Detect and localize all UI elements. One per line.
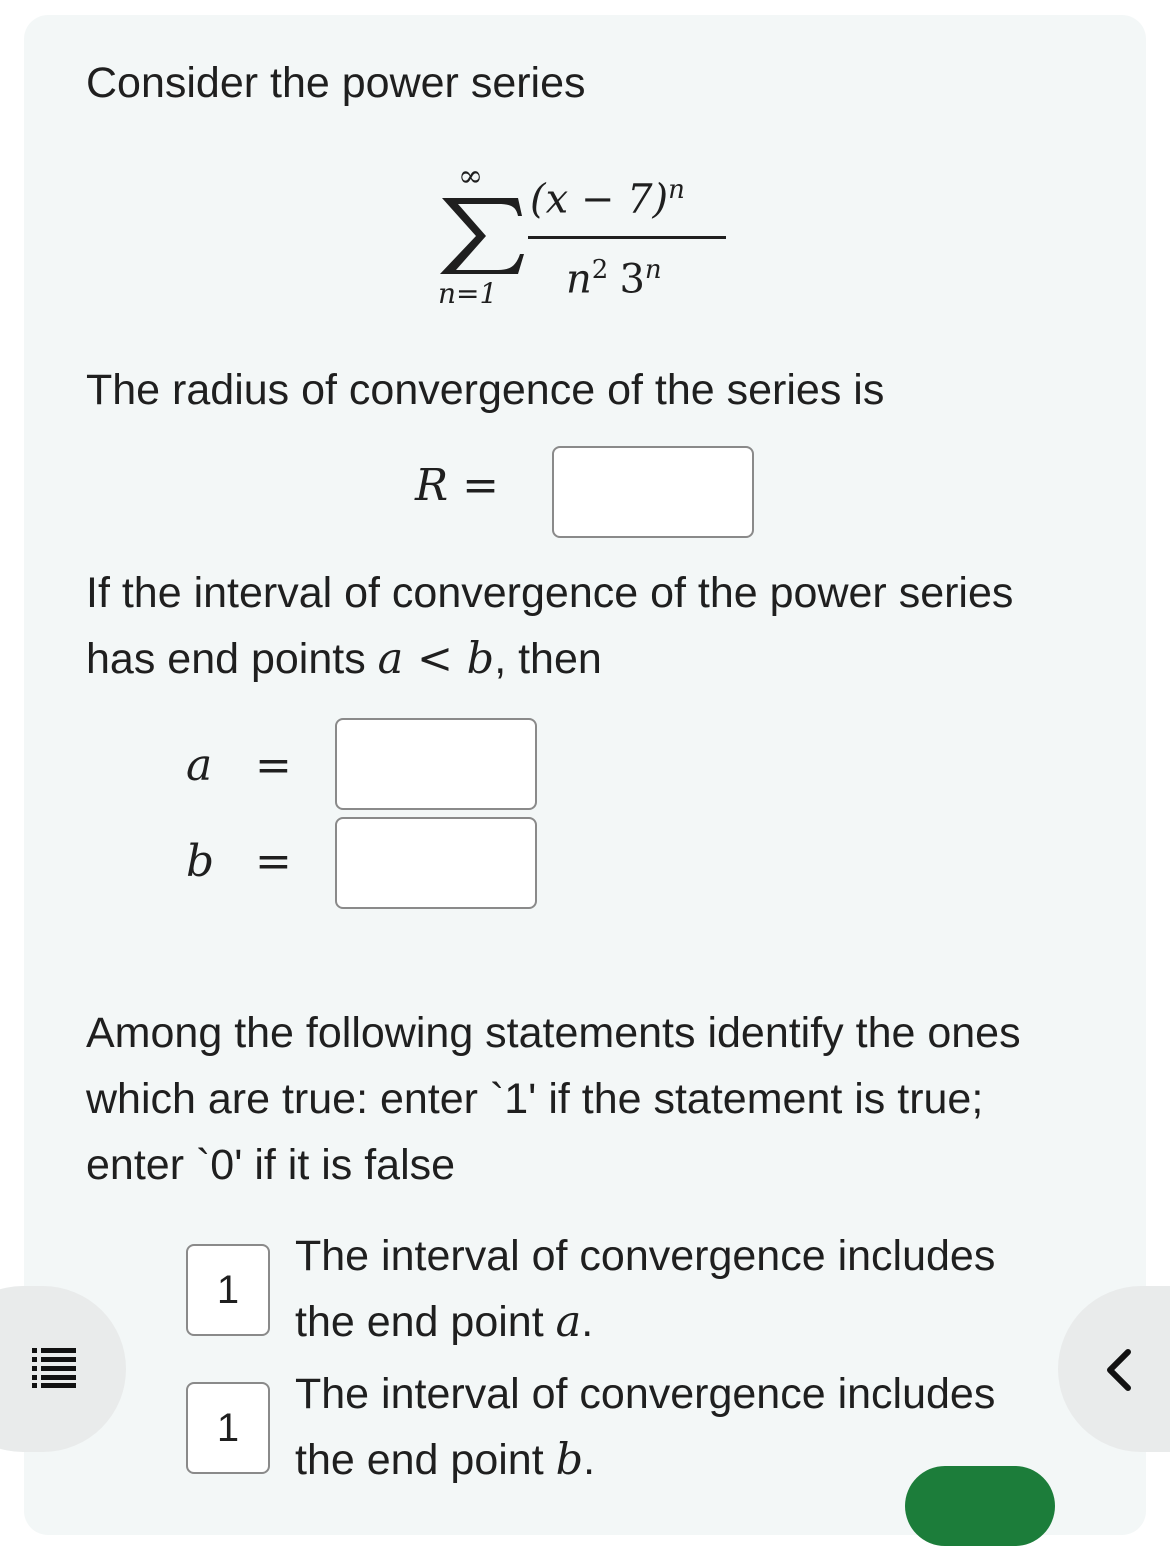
radius-prompt: The radius of convergence of the series is bbox=[86, 366, 885, 414]
statement-a-input[interactable]: 1 bbox=[186, 1244, 270, 1336]
statement-b-line1: The interval of convergence includes bbox=[295, 1370, 996, 1418]
statements-prompt-line1: Among the following statements identify the ones bbox=[86, 1009, 1021, 1057]
numerator-exponent: n bbox=[668, 175, 685, 205]
endpoint-a-label: a bbox=[186, 740, 213, 791]
series-denominator bbox=[566, 246, 662, 303]
denominator-three-exponent: n bbox=[644, 255, 662, 285]
sigma-symbol bbox=[436, 194, 526, 278]
endpoint-b-input[interactable] bbox=[335, 817, 537, 909]
chevron-left-icon bbox=[1104, 1348, 1134, 1392]
series-numerator bbox=[530, 166, 685, 223]
radius-input[interactable] bbox=[552, 446, 754, 538]
endpoint-b-equals: = bbox=[255, 836, 292, 887]
statement-a-prefix: the end point bbox=[295, 1298, 556, 1346]
endpoint-a-input[interactable] bbox=[335, 718, 537, 810]
statement-b-input[interactable]: 1 bbox=[186, 1382, 270, 1474]
sum-upper-limit: ∞ bbox=[458, 159, 483, 194]
interval-prompt-math: a < b bbox=[377, 634, 495, 684]
denominator-three: 3 bbox=[619, 256, 645, 303]
interval-prompt-line2 bbox=[86, 626, 602, 692]
statement-a-line1: The interval of convergence includes bbox=[295, 1232, 996, 1280]
numerator-base: (x − 7) bbox=[530, 176, 669, 223]
statement-a-math: a bbox=[555, 1297, 582, 1347]
list-icon bbox=[32, 1348, 76, 1388]
series-formula bbox=[420, 160, 740, 320]
statement-b-math: b bbox=[555, 1435, 584, 1485]
statement-a-line2 bbox=[295, 1289, 1075, 1355]
denominator-n: n bbox=[566, 256, 592, 303]
endpoint-b-label: b bbox=[186, 836, 215, 887]
statement-a-suffix: . bbox=[581, 1298, 594, 1346]
interval-prompt-suffix: , then bbox=[494, 635, 602, 683]
statement-b-suffix: . bbox=[583, 1436, 596, 1484]
statements-prompt-line3: enter `0' if it is false bbox=[86, 1141, 456, 1189]
interval-prompt-line1: If the interval of convergence of the power series bbox=[86, 569, 1014, 617]
fraction-bar bbox=[528, 236, 726, 239]
statements-prompt-line2: which are true: enter `1' if the statement is true; bbox=[86, 1075, 984, 1123]
submit-button[interactable] bbox=[905, 1466, 1055, 1546]
denominator-n-exponent: 2 bbox=[591, 255, 609, 285]
intro-text: Consider the power series bbox=[86, 59, 586, 107]
radius-label: R = bbox=[415, 460, 499, 511]
endpoint-a-equals: = bbox=[255, 740, 292, 791]
sum-lower-limit: n=1 bbox=[438, 277, 498, 310]
interval-prompt-prefix: has end points bbox=[86, 635, 378, 683]
statement-b-prefix: the end point bbox=[295, 1436, 556, 1484]
